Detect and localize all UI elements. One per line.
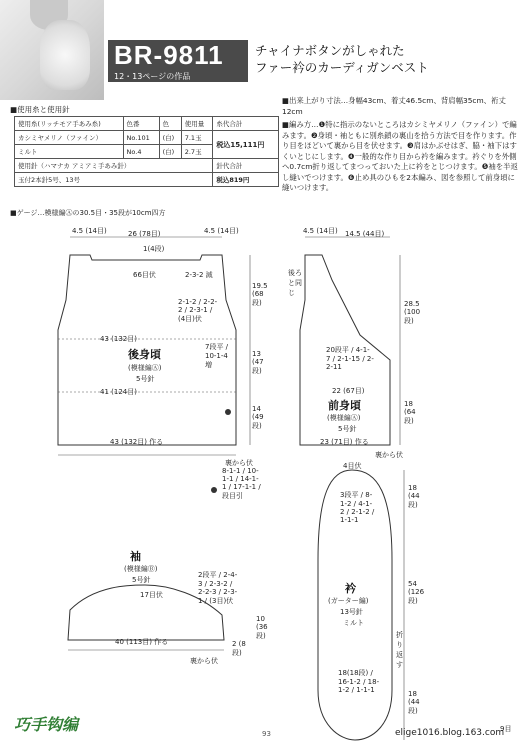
- front-needle: 5号針: [338, 425, 357, 433]
- back-low-width: 41 (124目): [100, 388, 137, 396]
- col-color: 色: [159, 117, 181, 131]
- back-body-name: 後身頃: [128, 348, 161, 361]
- collar-height-top: 18 (44段): [408, 484, 420, 509]
- needle-sizes: 玉付2本針5号、13号: [15, 173, 213, 187]
- site-logo: 巧手钩编: [14, 715, 79, 734]
- front-pattern: (模様編Ⓐ): [327, 414, 361, 422]
- collar-height-low: 18 (44段): [408, 690, 420, 715]
- col-price: 糸代合計: [213, 117, 279, 131]
- front-cast-on: 23 (71目) 作る: [320, 438, 369, 446]
- collar-yarn: ミルト: [343, 619, 364, 627]
- row2-name: ミルト: [15, 145, 124, 159]
- method: ■編み方…❶特に指示のないところはカシミヤメリノ（ファイン）で編みます。❷身頃・袖ともに別糸鎖の裏山を拾う方法で目を作ります。作り目をほどいて裏から目を伏せます。❸肩はかぶせはぎ、脇・袖下はすくいとじにします。❹一般的な作り目から衿を編みます。衿ぐりを外側へ0.7cm折り返してまつっておいた上に衿をとじつけます。❺袖を半返し縫いでつけます。❻止め具のひもを2本編み、図を参照して前身頃に縫いつけます。: [282, 120, 518, 192]
- row1-name: カシミヤメリノ（ファイン）: [15, 131, 124, 145]
- back-height-low: 14 (49段): [252, 405, 264, 430]
- sleeve-top-bind: 17目伏: [140, 591, 163, 599]
- collar-fold: 折り返す: [396, 631, 403, 669]
- pattern-code: BR-9811: [114, 40, 224, 70]
- front-neck-rows: 20段平 / 4-1-7 / 2-1-15 / 2-2-11: [326, 346, 374, 371]
- title-line-2: ファー衿のカーディガンベスト: [255, 60, 429, 75]
- row2-color: (白): [159, 145, 181, 159]
- sleeve-width: 40 (113目) 作る: [115, 638, 169, 646]
- needle-price-heading: 針代合計: [213, 159, 279, 173]
- back-cast-on: 43 (132目) 作る: [110, 438, 164, 446]
- collar-top-bind: 4目伏: [343, 462, 362, 470]
- collar-needle: 13号針: [340, 608, 363, 616]
- gauge-text: ■ゲージ…模様編Ⓐの30.5目・35段が10cm四方: [10, 209, 166, 217]
- back-height-mid: 13 (47段): [252, 350, 264, 375]
- page-number: 93: [262, 730, 271, 738]
- collar-bottom-rows: 18(18段) / 16-1-2 / 18-1-2 / 1-1-1: [338, 669, 380, 694]
- back-height-top: 19.5 (68段): [252, 282, 268, 307]
- back-top-width: 26 (78目): [128, 230, 161, 238]
- sleeve-needle: 5号針: [132, 576, 151, 584]
- collar-name: 衿: [345, 582, 356, 595]
- collar-top-rows: 3段平 / 8-1-2 / 4-1-2 / 2-1-2 / 1-1-1: [340, 491, 375, 524]
- finished-size: ■出来上がり寸法…身幅43cm、着丈46.5cm、背肩幅35cm、裄丈12cm: [282, 96, 506, 116]
- col-yarn: 使用糸(リッチモア手あみ糸): [15, 117, 124, 131]
- row1-color: (白): [159, 131, 181, 145]
- back-mid-width: 43 (132目): [100, 335, 137, 343]
- back-pattern: (模様編Ⓐ): [128, 364, 162, 372]
- col-color-no: 色番: [123, 117, 159, 131]
- page-reference: 12・13ページの作品: [114, 72, 191, 81]
- col-amount: 使用量: [181, 117, 213, 131]
- needle-heading: 使用針（ハマナカ アミアミ手あみ針）: [15, 159, 213, 173]
- back-neck-dec: 2-3-2 減: [185, 271, 213, 279]
- sleeve-height: 10 (36段): [256, 615, 268, 640]
- collar-width-mark: 9目: [500, 725, 512, 733]
- title-line-1: チャイナボタンがしゃれた: [255, 43, 405, 58]
- front-body-name: 前身頃: [328, 399, 361, 412]
- sleeve-height-low: 2 (8段): [232, 640, 246, 657]
- row1-no: No.101: [123, 131, 159, 145]
- needle-price: 税込819円: [213, 173, 279, 187]
- button-mark-back: [225, 409, 231, 415]
- sleeve-bind-off: 裏から伏: [190, 657, 218, 665]
- front-height-total: 28.5 (100段): [404, 300, 421, 325]
- front-height-low: 18 (64段): [404, 400, 416, 425]
- back-side-inc: 7段平 / 10-1-4 増: [205, 343, 229, 369]
- back-shoulder-l: 4.5 (14目): [72, 227, 107, 235]
- back-shoulder-r: 4.5 (14目): [204, 227, 239, 235]
- back-neck-bind: 66目伏: [133, 271, 156, 279]
- materials-heading: ■使用糸と使用針: [10, 105, 70, 114]
- front-top-width: 14.5 (44目): [345, 230, 385, 238]
- row2-amount: 2.7玉: [181, 145, 213, 159]
- row2-no: No.4: [123, 145, 159, 159]
- button-mark-front: [211, 487, 217, 493]
- back-bind-off: 裏から伏: [225, 459, 253, 467]
- back-arm-dec: 2-1-2 / 2-2-2 / 2-3-1 / (4目)伏: [178, 298, 218, 323]
- row1-amount: 7.1玉: [181, 131, 213, 145]
- back-needle: 5号針: [136, 375, 155, 383]
- front-mid-width: 22 (67目): [332, 387, 365, 395]
- collar-pattern: (ガーター編): [328, 597, 369, 605]
- front-shoulder: 4.5 (14目): [303, 227, 338, 235]
- yarn-total-price: 税込15,111円: [213, 131, 279, 159]
- sleeve-pattern: (模様編Ⓑ): [124, 565, 158, 573]
- collar-height-mid: 54 (126段): [408, 580, 425, 605]
- sleeve-dec: 2段平 / 2-4-3 / 2-3-2 / 2-2-3 / 2-3-1 / (3目)伏: [198, 571, 238, 605]
- sleeve-name: 袖: [130, 550, 141, 563]
- front-bind-off: 裏から伏: [375, 451, 403, 459]
- source-url: elige1016.blog.163.com: [395, 728, 505, 738]
- back-neck-rows: 1(4段): [143, 245, 165, 253]
- front-same-as-back: 後ろと同じ: [288, 269, 302, 297]
- button-loop-rows: 8-1-1 / 10-1-1 / 14-1-1 / 17-1-1 / 段目引: [222, 467, 261, 500]
